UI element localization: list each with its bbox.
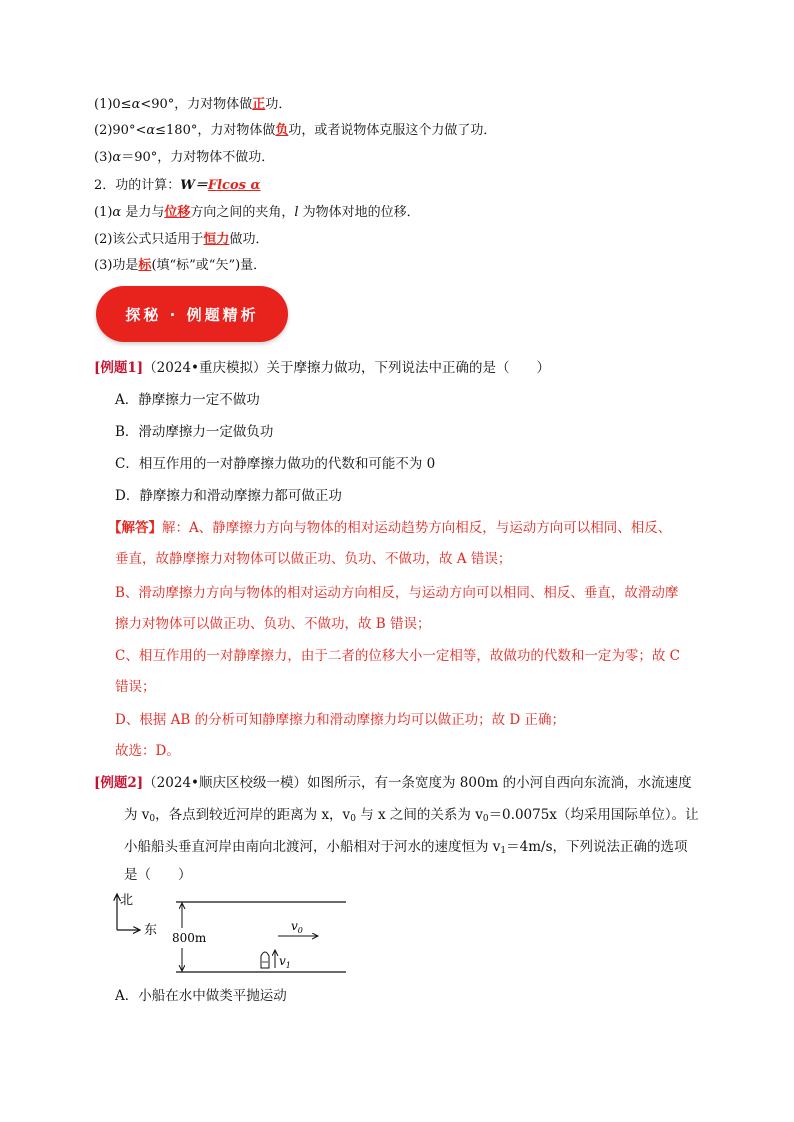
intro-line-5: (1)α 是力与位移方向之间的夹角，l 为物体对地的位移． <box>94 205 420 220</box>
example2-stem-4: 是（ ） <box>124 867 192 883</box>
north-label: 北 <box>120 893 134 908</box>
width-label: 800m <box>172 931 207 945</box>
v0-label: $v_0$ <box>291 919 303 935</box>
solution-line-3: B、滑动摩擦力方向与物体的相对运动方向相反，与运动方向可以相同、相反、垂直，故滑动摩 <box>115 585 679 601</box>
intro-line-3: (3)α＝90°，力对物体不做功． <box>94 150 275 165</box>
river-figure <box>100 886 360 978</box>
intro-line-7: (3)功是标(填“标”或“矢”)量． <box>94 258 267 273</box>
solution-line-1: 【解答】解：A、静摩擦力方向与物体的相对运动趋势方向相反，与运动方向可以相同、相反、 <box>108 520 672 536</box>
boat-icon <box>261 952 269 968</box>
intro-line-4: 2．功的计算：W＝Flcos α <box>94 178 261 193</box>
example1-option-b: B．滑动摩擦力一定做负功 <box>115 424 274 440</box>
solution-label: 【解答】 <box>108 520 162 536</box>
solution-line-7: D、根据 AB 的分析可知静摩擦力和滑动摩擦力均可以做正功；故 D 正确； <box>115 712 565 728</box>
example2-tag: [例题2] <box>94 775 144 791</box>
east-label: 东 <box>144 923 158 938</box>
example1-option-a: A．静摩擦力一定不做功 <box>115 392 260 408</box>
example1-option-d: D．静摩擦力和滑动摩擦力都可做正功 <box>115 488 342 504</box>
example1-option-c: C．相互作用的一对静摩擦力做功的代数和可能不为 0 <box>115 456 436 472</box>
example2-stem-3: 小船船头垂直河岸由南向北渡河，小船相对于河水的速度恒为 $v_1=4m/s$，下列说法正确的选项 <box>124 839 688 856</box>
example2-stem-1: [例题2]（2024•顺庆区校级一模）如图所示，有一条宽度为 800m 的小河自西向东流淌，水流速度 <box>94 775 692 791</box>
solution-line-2: 垂直，故静摩擦力对物体可以做正功、负功、不做功，故 A 错误； <box>115 551 512 567</box>
example1-tag: [例题1] <box>94 360 144 376</box>
example2-stem-2: 为 $v_0$，各点到较近河岸的距离为 x，$v_0$ 与 x 之间的关系为 $v_0=0.0075x$（均采用国际单位）。让 <box>124 807 699 824</box>
section-banner-label: 探秘 · 例题精析 <box>125 305 259 324</box>
intro-line-1: (1)0≤α<90°，力对物体做正功． <box>94 97 292 112</box>
intro-line-2: (2)90°<α≤180°，力对物体做负功，或者说物体克服这个力做了功． <box>94 123 497 138</box>
v1-label: $v_1$ <box>279 954 291 970</box>
intro-line-6: (2)该公式只适用于恒力做功． <box>94 232 269 247</box>
example1-stem: [例题1]（2024•重庆模拟）关于摩擦力做功，下列说法中正确的是（ ） <box>94 360 550 376</box>
solution-line-5: C、相互作用的一对静摩擦力，由于二者的位移大小一定相等，故做功的代数和一定为零；故 C <box>115 648 680 664</box>
solution-line-8: 故选：D。 <box>115 743 180 759</box>
example2-option-a: A．小船在水中做类平抛运动 <box>115 988 287 1004</box>
solution-line-6: 错误； <box>115 679 156 695</box>
section-banner <box>96 286 288 342</box>
solution-line-4: 擦力对物体可以做正功、负功、不做功，故 B 错误； <box>115 616 431 632</box>
